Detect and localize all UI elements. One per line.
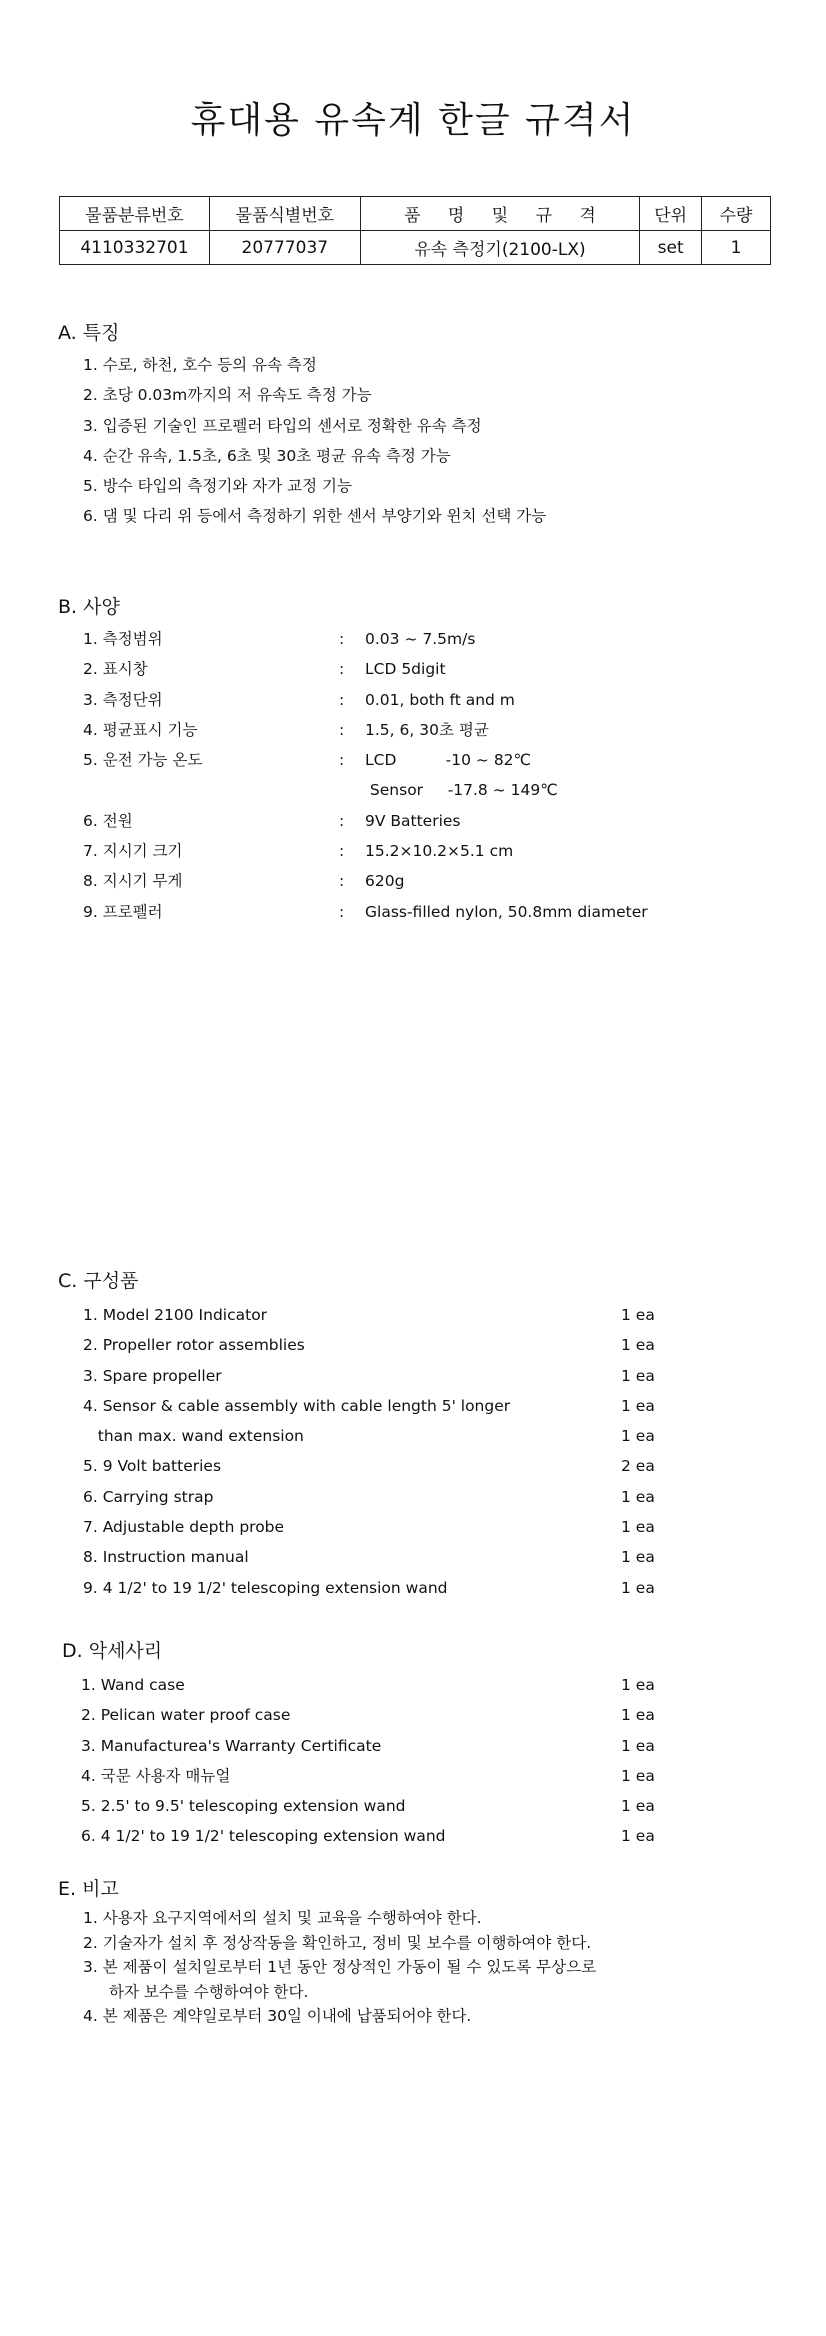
note-item: 2. 기술자가 설치 후 정상작동을 확인하고, 정비 및 보수를 이행하여야 한다. bbox=[83, 1933, 592, 1952]
list-item: 1. 수로, 하천, 호수 등의 유속 측정 bbox=[83, 356, 317, 374]
item-name: 2. Pelican water proof case bbox=[81, 1706, 291, 1725]
spec-row bbox=[83, 775, 723, 805]
spec-row bbox=[83, 624, 723, 654]
spec-colon: : bbox=[339, 811, 345, 830]
spec-row bbox=[83, 836, 723, 866]
section-e-title: E. 비고 bbox=[58, 1878, 119, 1900]
table-header-row bbox=[60, 197, 771, 231]
spec-colon: : bbox=[339, 720, 345, 739]
table-cell: 20777037 bbox=[209, 231, 360, 265]
list-item bbox=[83, 1361, 723, 1391]
section-b-title: B. 사양 bbox=[58, 596, 120, 618]
spec-label: 9. 프로펠러 bbox=[83, 902, 163, 921]
spec-value: 0.03 ~ 7.5m/s bbox=[365, 630, 476, 648]
item-qty: 1 ea bbox=[621, 1706, 655, 1725]
item-spec-table bbox=[59, 196, 771, 265]
table-row bbox=[60, 231, 771, 265]
spec-value: Sensor -17.8 ~ 149℃ bbox=[365, 781, 558, 800]
item-qty: 1 ea bbox=[621, 1548, 655, 1567]
table-cell: 1 bbox=[702, 231, 771, 265]
list-item: 5. 방수 타입의 측정기와 자가 교정 기능 bbox=[83, 477, 352, 496]
list-item bbox=[83, 1391, 723, 1421]
spec-row bbox=[83, 654, 723, 684]
list-item bbox=[81, 1821, 721, 1851]
item-name: 4. 국문 사용자 매뉴얼 bbox=[81, 1766, 231, 1785]
spec-value: LCD 5digit bbox=[365, 660, 446, 679]
list-item bbox=[81, 1731, 721, 1761]
spec-value: Glass-filled nylon, 50.8mm diameter bbox=[365, 902, 648, 921]
item-qty: 1 ea bbox=[621, 1487, 655, 1506]
spec-colon: : bbox=[339, 872, 345, 891]
item-name: 4. Sensor & cable assembly with cable length 5' longer bbox=[83, 1396, 511, 1415]
spec-value: 0.01, both ft and m bbox=[365, 690, 515, 709]
spec-row bbox=[83, 745, 723, 775]
item-qty: 1 ea bbox=[621, 1827, 655, 1846]
item-qty: 1 ea bbox=[621, 1578, 655, 1597]
item-name: 9. 4 1/2' to 19 1/2' telescoping extension wand bbox=[83, 1578, 448, 1597]
item-name: 3. Manufacturea's Warranty Certificate bbox=[81, 1736, 382, 1755]
list-item: 6. 댐 및 다리 위 등에서 측정하기 위한 센서 부양기와 윈치 선택 가능 bbox=[83, 507, 547, 526]
spec-row bbox=[83, 866, 723, 896]
list-item bbox=[83, 1421, 723, 1451]
list-item bbox=[83, 1330, 723, 1360]
spec-value: 15.2×10.2×5.1 cm bbox=[365, 842, 514, 861]
spec-colon: : bbox=[339, 690, 345, 709]
table-header-cell: 품 명 및 규 격 bbox=[360, 197, 639, 231]
spec-row bbox=[83, 685, 723, 715]
table-cell: set bbox=[640, 231, 702, 265]
item-qty: 2 ea bbox=[621, 1457, 655, 1476]
spec-value: 1.5, 6, 30초 평균 bbox=[365, 720, 489, 739]
spec-value: LCD -10 ~ 82℃ bbox=[365, 751, 531, 770]
item-qty: 1 ea bbox=[621, 1306, 655, 1324]
list-item bbox=[81, 1791, 721, 1821]
list-item: 3. 입증된 기술인 프로펠러 타입의 센서로 정확한 유속 측정 bbox=[83, 416, 482, 435]
item-name: 5. 2.5' to 9.5' telescoping extension wand bbox=[81, 1797, 406, 1816]
item-name: 1. Model 2100 Indicator bbox=[83, 1306, 268, 1324]
list-item bbox=[83, 1451, 723, 1481]
item-qty: 1 ea bbox=[621, 1427, 655, 1446]
list-item bbox=[83, 1300, 723, 1330]
item-qty: 1 ea bbox=[621, 1366, 655, 1385]
note-item: 3. 본 제품이 설치일로부터 1년 동안 정상적인 가동이 될 수 있도록 무상으로 bbox=[83, 1958, 597, 1976]
section-d-list bbox=[81, 1670, 721, 1852]
section-c-title: C. 구성품 bbox=[58, 1270, 139, 1292]
spec-label: 4. 평균표시 기능 bbox=[83, 720, 198, 739]
spec-label: 3. 측정단위 bbox=[83, 690, 163, 709]
section-c-list bbox=[83, 1300, 723, 1603]
list-item bbox=[81, 1761, 721, 1791]
spec-colon: : bbox=[339, 630, 345, 648]
list-item: 2. 초당 0.03m까지의 저 유속도 측정 가능 bbox=[83, 386, 372, 405]
table-header-cell: 단위 bbox=[640, 197, 702, 231]
list-item bbox=[83, 1542, 723, 1572]
item-qty: 1 ea bbox=[621, 1736, 655, 1755]
list-item: 4. 순간 유속, 1.5초, 6초 및 30초 평균 유속 측정 가능 bbox=[83, 446, 451, 465]
spec-row bbox=[83, 897, 723, 927]
list-item bbox=[81, 1670, 721, 1700]
item-name: 3. Spare propeller bbox=[83, 1366, 222, 1385]
spec-colon: : bbox=[339, 751, 345, 770]
item-name: 5. 9 Volt batteries bbox=[83, 1457, 222, 1476]
list-item bbox=[81, 1700, 721, 1730]
spec-label: 5. 운전 가능 온도 bbox=[83, 751, 203, 770]
section-a-title: A. 특징 bbox=[58, 322, 120, 344]
spec-value: 9V Batteries bbox=[365, 811, 461, 830]
item-qty: 1 ea bbox=[621, 1518, 655, 1537]
table-header-cell: 물품식별번호 bbox=[209, 197, 360, 231]
spec-value: 620g bbox=[365, 872, 405, 891]
item-qty: 1 ea bbox=[621, 1766, 655, 1785]
spec-colon: : bbox=[339, 902, 345, 921]
spec-colon: : bbox=[339, 660, 345, 679]
item-qty: 1 ea bbox=[621, 1336, 655, 1355]
spec-colon: : bbox=[339, 842, 345, 861]
spec-label: 2. 표시창 bbox=[83, 660, 148, 679]
list-item bbox=[83, 1512, 723, 1542]
item-qty: 1 ea bbox=[621, 1676, 655, 1694]
list-item bbox=[83, 1482, 723, 1512]
table-header-cell: 수량 bbox=[702, 197, 771, 231]
note-item-continuation: 하자 보수를 수행하여야 한다. bbox=[109, 1982, 309, 2001]
note-item: 4. 본 제품은 계약일로부터 30일 이내에 납품되어야 한다. bbox=[83, 2007, 472, 2025]
spec-row bbox=[83, 715, 723, 745]
item-name: 2. Propeller rotor assemblies bbox=[83, 1336, 305, 1355]
spec-label: 7. 지시기 크기 bbox=[83, 842, 183, 861]
spec-label: 8. 지시기 무게 bbox=[83, 872, 183, 891]
table-cell: 4110332701 bbox=[60, 231, 210, 265]
item-name: 8. Instruction manual bbox=[83, 1548, 249, 1567]
section-b-list bbox=[83, 624, 723, 927]
table-cell: 유속 측정기(2100-LX) bbox=[360, 231, 639, 265]
spec-row bbox=[83, 806, 723, 836]
item-name: 1. Wand case bbox=[81, 1676, 185, 1694]
document-title: 휴대용 유속계 한글 규격서 bbox=[190, 100, 636, 141]
section-d-title: D. 악세사리 bbox=[62, 1640, 163, 1662]
item-name: than max. wand extension bbox=[83, 1427, 304, 1446]
table-header-cell: 물품분류번호 bbox=[60, 197, 210, 231]
section-a-list bbox=[83, 350, 546, 532]
spec-label: 6. 전원 bbox=[83, 811, 133, 830]
item-qty: 1 ea bbox=[621, 1396, 655, 1415]
section-e-list bbox=[83, 1906, 596, 2029]
item-name: 6. Carrying strap bbox=[83, 1487, 214, 1506]
item-qty: 1 ea bbox=[621, 1797, 655, 1816]
note-item: 1. 사용자 요구지역에서의 설치 및 교육을 수행하여야 한다. bbox=[83, 1909, 482, 1927]
item-name: 7. Adjustable depth probe bbox=[83, 1518, 285, 1537]
item-name: 6. 4 1/2' to 19 1/2' telescoping extension wand bbox=[81, 1827, 446, 1846]
list-item bbox=[83, 1573, 723, 1603]
spec-label: 1. 측정범위 bbox=[83, 630, 163, 648]
